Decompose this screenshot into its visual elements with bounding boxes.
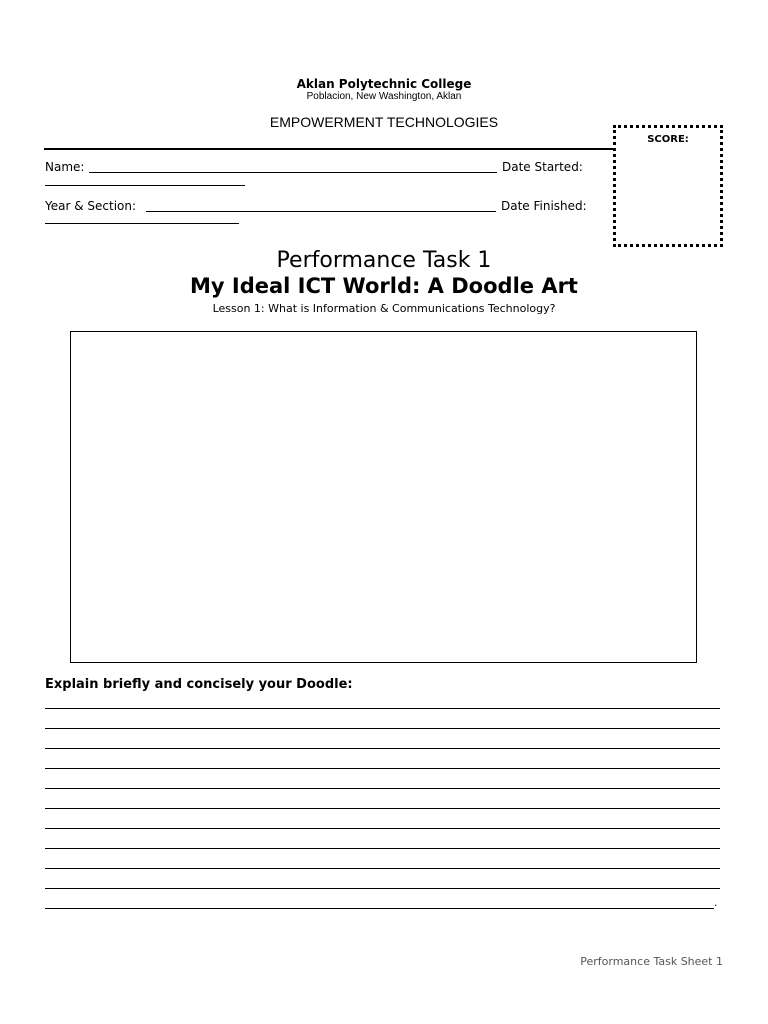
name-field[interactable]: [89, 172, 497, 173]
subject-title: EMPOWERMENT TECHNOLOGIES: [269, 114, 499, 130]
answer-line[interactable]: [45, 808, 720, 809]
answer-line[interactable]: [45, 768, 720, 769]
college-name: Aklan Polytechnic College: [296, 77, 472, 91]
answer-line[interactable]: [45, 908, 714, 909]
date-started-label: Date Started:: [502, 160, 583, 174]
answer-line[interactable]: [45, 708, 720, 709]
score-label: SCORE:: [647, 134, 689, 145]
lesson-subtitle: Lesson 1: What is Information & Communications Technology?: [212, 302, 556, 315]
answer-line[interactable]: [45, 828, 720, 829]
task-title: Performance Task 1: [276, 248, 492, 273]
header-divider: [44, 148, 614, 150]
footer-page-label: Performance Task Sheet 1: [580, 955, 723, 968]
answer-line[interactable]: [45, 788, 720, 789]
answer-line[interactable]: [45, 748, 720, 749]
college-address: Poblacion, New Washington, Aklan: [306, 91, 462, 102]
answer-end-mark: .: [714, 896, 718, 909]
answer-line[interactable]: [45, 848, 720, 849]
main-title: My Ideal ICT World: A Doodle Art: [190, 274, 578, 298]
name-label: Name:: [45, 160, 85, 174]
date-started-field[interactable]: [45, 185, 245, 186]
score-box: [613, 125, 723, 247]
answer-line[interactable]: [45, 728, 720, 729]
year-section-field[interactable]: [146, 211, 496, 212]
doodle-drawing-area[interactable]: [70, 331, 697, 663]
date-finished-field[interactable]: [45, 223, 239, 224]
date-finished-label: Date Finished:: [501, 199, 587, 213]
answer-line[interactable]: [45, 868, 720, 869]
explain-prompt: Explain briefly and concisely your Doodle:: [45, 677, 353, 692]
answer-line[interactable]: [45, 888, 720, 889]
year-section-label: Year & Section:: [45, 199, 137, 213]
